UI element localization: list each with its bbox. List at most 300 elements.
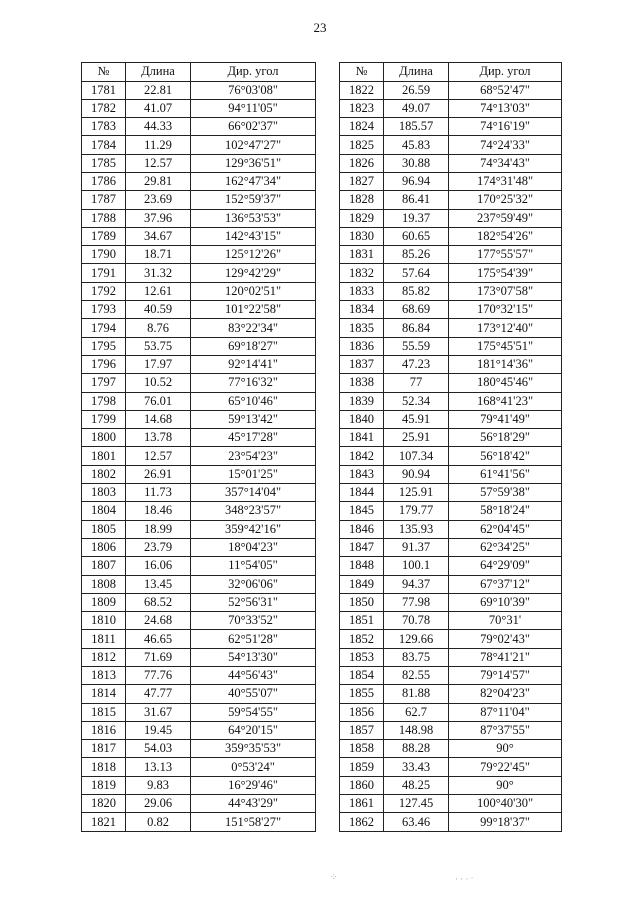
- table-row: [82, 172, 316, 190]
- cell-angle: 152°59'37": [191, 191, 316, 209]
- table-row: [82, 191, 316, 209]
- table-row: [340, 227, 562, 245]
- table-row: [82, 154, 316, 172]
- cell-angle: 129°42'29": [191, 264, 316, 282]
- cell-length: 11.29: [126, 136, 191, 154]
- scan-artifact: · · · ˑ: [455, 874, 474, 884]
- cell-number: 1809: [82, 593, 126, 611]
- cell-number: 1828: [340, 191, 384, 209]
- table-row: [340, 502, 562, 520]
- header-length: Длина: [384, 63, 449, 82]
- cell-length: 107.34: [384, 447, 449, 465]
- table-row: [340, 374, 562, 392]
- header-length: Длина: [126, 63, 191, 82]
- cell-number: 1791: [82, 264, 126, 282]
- cell-angle: 62°04'45": [449, 520, 562, 538]
- cell-angle: 125°12'26": [191, 246, 316, 264]
- cell-length: 10.52: [126, 374, 191, 392]
- table-row: [340, 648, 562, 666]
- cell-number: 1843: [340, 465, 384, 483]
- cell-length: 127.45: [384, 795, 449, 813]
- cell-angle: 32°06'06": [191, 575, 316, 593]
- cell-angle: 58°18'24": [449, 502, 562, 520]
- cell-length: 94.37: [384, 575, 449, 593]
- table-row: [340, 191, 562, 209]
- cell-length: 13.78: [126, 429, 191, 447]
- cell-angle: 15°01'25": [191, 465, 316, 483]
- table-row: [82, 227, 316, 245]
- cell-length: 47.77: [126, 685, 191, 703]
- table-row: [82, 301, 316, 319]
- cell-number: 1825: [340, 136, 384, 154]
- survey-table-right: [339, 62, 562, 832]
- cell-angle: 68°52'47": [449, 81, 562, 99]
- cell-angle: 129°36'51": [191, 154, 316, 172]
- table-row: [82, 557, 316, 575]
- cell-number: 1824: [340, 118, 384, 136]
- cell-number: 1840: [340, 410, 384, 428]
- cell-length: 25.91: [384, 429, 449, 447]
- cell-number: 1826: [340, 154, 384, 172]
- cell-angle: 64°29'09": [449, 557, 562, 575]
- cell-length: 77: [384, 374, 449, 392]
- cell-number: 1812: [82, 648, 126, 666]
- cell-length: 22.81: [126, 81, 191, 99]
- table-row: [340, 557, 562, 575]
- cell-number: 1854: [340, 667, 384, 685]
- cell-angle: 94°11'05": [191, 99, 316, 117]
- cell-angle: 79°14'57": [449, 667, 562, 685]
- cell-number: 1818: [82, 758, 126, 776]
- cell-angle: 23°54'23": [191, 447, 316, 465]
- cell-number: 1805: [82, 520, 126, 538]
- cell-length: 129.66: [384, 630, 449, 648]
- cell-number: 1852: [340, 630, 384, 648]
- cell-length: 37.96: [126, 209, 191, 227]
- table-row: [340, 209, 562, 227]
- cell-length: 185.57: [384, 118, 449, 136]
- cell-number: 1823: [340, 99, 384, 117]
- cell-length: 26.91: [126, 465, 191, 483]
- cell-angle: 74°13'03": [449, 99, 562, 117]
- table-row: [340, 776, 562, 794]
- cell-length: 77.76: [126, 667, 191, 685]
- cell-angle: 78°41'21": [449, 648, 562, 666]
- cell-length: 45.83: [384, 136, 449, 154]
- cell-number: 1792: [82, 282, 126, 300]
- table-row: [340, 721, 562, 739]
- cell-number: 1848: [340, 557, 384, 575]
- table-row: [82, 776, 316, 794]
- table-row: [340, 593, 562, 611]
- cell-length: 63.46: [384, 813, 449, 831]
- cell-length: 179.77: [384, 502, 449, 520]
- cell-length: 83.75: [384, 648, 449, 666]
- table-row: [82, 721, 316, 739]
- cell-number: 1860: [340, 776, 384, 794]
- cell-angle: 173°07'58": [449, 282, 562, 300]
- cell-angle: 136°53'53": [191, 209, 316, 227]
- cell-number: 1803: [82, 484, 126, 502]
- cell-angle: 62°51'28": [191, 630, 316, 648]
- cell-length: 19.45: [126, 721, 191, 739]
- table-row: [340, 337, 562, 355]
- cell-length: 88.28: [384, 740, 449, 758]
- table-row: [82, 703, 316, 721]
- cell-number: 1822: [340, 81, 384, 99]
- cell-length: 33.43: [384, 758, 449, 776]
- cell-number: 1795: [82, 337, 126, 355]
- cell-number: 1813: [82, 667, 126, 685]
- table-row: [82, 630, 316, 648]
- cell-length: 86.84: [384, 319, 449, 337]
- table-row: [82, 502, 316, 520]
- cell-angle: 359°42'16": [191, 520, 316, 538]
- header-angle: Дир. угол: [449, 63, 562, 82]
- table-row: [340, 703, 562, 721]
- cell-angle: 90°: [449, 776, 562, 794]
- cell-angle: 67°37'12": [449, 575, 562, 593]
- cell-number: 1797: [82, 374, 126, 392]
- cell-number: 1786: [82, 172, 126, 190]
- table-row: [340, 154, 562, 172]
- cell-number: 1846: [340, 520, 384, 538]
- cell-angle: 170°32'15": [449, 301, 562, 319]
- cell-number: 1850: [340, 593, 384, 611]
- cell-angle: 57°59'38": [449, 484, 562, 502]
- cell-length: 53.75: [126, 337, 191, 355]
- cell-length: 45.91: [384, 410, 449, 428]
- table-row: [340, 355, 562, 373]
- cell-angle: 100°40'30": [449, 795, 562, 813]
- header-row: [340, 63, 562, 82]
- cell-number: 1787: [82, 191, 126, 209]
- cell-length: 31.67: [126, 703, 191, 721]
- table-row: [82, 612, 316, 630]
- table-row: [82, 355, 316, 373]
- scan-artifact: ⁘: [330, 872, 338, 882]
- cell-length: 23.69: [126, 191, 191, 209]
- cell-angle: 44°43'29": [191, 795, 316, 813]
- cell-angle: 168°41'23": [449, 392, 562, 410]
- cell-angle: 90°: [449, 740, 562, 758]
- cell-angle: 99°18'37": [449, 813, 562, 831]
- cell-length: 100.1: [384, 557, 449, 575]
- cell-number: 1799: [82, 410, 126, 428]
- cell-length: 40.59: [126, 301, 191, 319]
- cell-number: 1845: [340, 502, 384, 520]
- table-row: [82, 465, 316, 483]
- cell-length: 68.69: [384, 301, 449, 319]
- cell-number: 1801: [82, 447, 126, 465]
- cell-number: 1802: [82, 465, 126, 483]
- cell-angle: 177°55'57": [449, 246, 562, 264]
- cell-length: 19.37: [384, 209, 449, 227]
- cell-length: 68.52: [126, 593, 191, 611]
- table-row: [340, 685, 562, 703]
- cell-length: 148.98: [384, 721, 449, 739]
- cell-length: 8.76: [126, 319, 191, 337]
- cell-angle: 11°54'05": [191, 557, 316, 575]
- cell-length: 14.68: [126, 410, 191, 428]
- cell-number: 1856: [340, 703, 384, 721]
- cell-angle: 74°34'43": [449, 154, 562, 172]
- cell-length: 125.91: [384, 484, 449, 502]
- cell-number: 1811: [82, 630, 126, 648]
- table-row: [340, 630, 562, 648]
- table-row: [340, 538, 562, 556]
- cell-angle: 357°14'04": [191, 484, 316, 502]
- cell-number: 1817: [82, 740, 126, 758]
- header-row: [82, 63, 316, 82]
- cell-angle: 173°12'40": [449, 319, 562, 337]
- cell-angle: 348°23'57": [191, 502, 316, 520]
- header-angle: Дир. угол: [191, 63, 316, 82]
- table-row: [340, 612, 562, 630]
- table-row: [82, 813, 316, 831]
- table-row: [340, 282, 562, 300]
- cell-number: 1819: [82, 776, 126, 794]
- cell-length: 90.94: [384, 465, 449, 483]
- cell-length: 23.79: [126, 538, 191, 556]
- cell-angle: 174°31'48": [449, 172, 562, 190]
- cell-number: 1829: [340, 209, 384, 227]
- cell-length: 16.06: [126, 557, 191, 575]
- cell-number: 1794: [82, 319, 126, 337]
- cell-length: 91.37: [384, 538, 449, 556]
- cell-length: 34.67: [126, 227, 191, 245]
- table-row: [82, 667, 316, 685]
- cell-angle: 237°59'49": [449, 209, 562, 227]
- cell-length: 29.81: [126, 172, 191, 190]
- cell-angle: 16°29'46": [191, 776, 316, 794]
- cell-number: 1782: [82, 99, 126, 117]
- page-number: 23: [313, 20, 327, 35]
- table-row: [82, 593, 316, 611]
- cell-angle: 170°25'32": [449, 191, 562, 209]
- table-row: [82, 538, 316, 556]
- cell-angle: 69°18'27": [191, 337, 316, 355]
- cell-length: 26.59: [384, 81, 449, 99]
- table-row: [340, 465, 562, 483]
- cell-length: 49.07: [384, 99, 449, 117]
- cell-number: 1793: [82, 301, 126, 319]
- table-row: [340, 301, 562, 319]
- cell-angle: 40°55'07": [191, 685, 316, 703]
- cell-angle: 64°20'15": [191, 721, 316, 739]
- table-row: [340, 319, 562, 337]
- cell-angle: 18°04'23": [191, 538, 316, 556]
- cell-angle: 79°02'43": [449, 630, 562, 648]
- table-row: [340, 264, 562, 282]
- cell-angle: 61°41'56": [449, 465, 562, 483]
- cell-length: 85.26: [384, 246, 449, 264]
- cell-number: 1835: [340, 319, 384, 337]
- cell-angle: 56°18'42": [449, 447, 562, 465]
- cell-number: 1841: [340, 429, 384, 447]
- table-row: [340, 136, 562, 154]
- cell-angle: 101°22'58": [191, 301, 316, 319]
- cell-length: 0.82: [126, 813, 191, 831]
- cell-number: 1789: [82, 227, 126, 245]
- table-row: [82, 81, 316, 99]
- table-row: [82, 282, 316, 300]
- cell-length: 85.82: [384, 282, 449, 300]
- table-row: [82, 758, 316, 776]
- cell-number: 1861: [340, 795, 384, 813]
- cell-number: 1855: [340, 685, 384, 703]
- cell-number: 1790: [82, 246, 126, 264]
- cell-angle: 74°16'19": [449, 118, 562, 136]
- cell-length: 96.94: [384, 172, 449, 190]
- table-row: [82, 429, 316, 447]
- cell-length: 76.01: [126, 392, 191, 410]
- cell-length: 77.98: [384, 593, 449, 611]
- cell-length: 52.34: [384, 392, 449, 410]
- cell-angle: 151°58'27": [191, 813, 316, 831]
- cell-angle: 92°14'41": [191, 355, 316, 373]
- cell-angle: 70°33'52": [191, 612, 316, 630]
- cell-length: 24.68: [126, 612, 191, 630]
- table-row: [340, 410, 562, 428]
- cell-number: 1827: [340, 172, 384, 190]
- cell-angle: 45°17'28": [191, 429, 316, 447]
- cell-number: 1847: [340, 538, 384, 556]
- cell-number: 1807: [82, 557, 126, 575]
- cell-number: 1814: [82, 685, 126, 703]
- cell-angle: 87°11'04": [449, 703, 562, 721]
- cell-angle: 59°13'42": [191, 410, 316, 428]
- cell-number: 1798: [82, 392, 126, 410]
- cell-angle: 359°35'53": [191, 740, 316, 758]
- cell-number: 1781: [82, 81, 126, 99]
- table-row: [340, 740, 562, 758]
- table-row: [340, 99, 562, 117]
- cell-length: 48.25: [384, 776, 449, 794]
- cell-number: 1830: [340, 227, 384, 245]
- cell-number: 1839: [340, 392, 384, 410]
- cell-angle: 69°10'39": [449, 593, 562, 611]
- table-row: [340, 813, 562, 831]
- cell-angle: 102°47'27": [191, 136, 316, 154]
- cell-length: 29.06: [126, 795, 191, 813]
- table-row: [82, 484, 316, 502]
- cell-length: 18.99: [126, 520, 191, 538]
- cell-angle: 175°45'51": [449, 337, 562, 355]
- cell-length: 86.41: [384, 191, 449, 209]
- cell-number: 1851: [340, 612, 384, 630]
- table-row: [340, 447, 562, 465]
- cell-angle: 83°22'34": [191, 319, 316, 337]
- cell-number: 1815: [82, 703, 126, 721]
- cell-number: 1834: [340, 301, 384, 319]
- cell-length: 57.64: [384, 264, 449, 282]
- cell-length: 9.83: [126, 776, 191, 794]
- cell-length: 18.46: [126, 502, 191, 520]
- cell-number: 1832: [340, 264, 384, 282]
- cell-number: 1806: [82, 538, 126, 556]
- table-row: [82, 685, 316, 703]
- cell-angle: 142°43'15": [191, 227, 316, 245]
- cell-length: 41.07: [126, 99, 191, 117]
- cell-angle: 180°45'46": [449, 374, 562, 392]
- cell-length: 55.59: [384, 337, 449, 355]
- cell-number: 1842: [340, 447, 384, 465]
- cell-length: 47.23: [384, 355, 449, 373]
- survey-table-left: [81, 62, 316, 832]
- cell-number: 1820: [82, 795, 126, 813]
- cell-angle: 175°54'39": [449, 264, 562, 282]
- cell-number: 1844: [340, 484, 384, 502]
- header-number: №: [340, 63, 384, 82]
- cell-number: 1800: [82, 429, 126, 447]
- cell-number: 1858: [340, 740, 384, 758]
- cell-number: 1808: [82, 575, 126, 593]
- table-row: [82, 392, 316, 410]
- cell-angle: 44°56'43": [191, 667, 316, 685]
- table-row: [82, 795, 316, 813]
- cell-length: 62.7: [384, 703, 449, 721]
- table-row: [340, 575, 562, 593]
- cell-length: 81.88: [384, 685, 449, 703]
- cell-angle: 62°34'25": [449, 538, 562, 556]
- table-row: [340, 520, 562, 538]
- cell-length: 13.45: [126, 575, 191, 593]
- cell-number: 1837: [340, 355, 384, 373]
- cell-length: 54.03: [126, 740, 191, 758]
- table-row: [82, 575, 316, 593]
- cell-number: 1853: [340, 648, 384, 666]
- cell-number: 1862: [340, 813, 384, 831]
- cell-angle: 162°47'34": [191, 172, 316, 190]
- cell-angle: 70°31': [449, 612, 562, 630]
- cell-angle: 82°04'23": [449, 685, 562, 703]
- cell-length: 12.57: [126, 154, 191, 172]
- cell-number: 1836: [340, 337, 384, 355]
- table-row: [340, 758, 562, 776]
- table-row: [340, 172, 562, 190]
- cell-length: 31.32: [126, 264, 191, 282]
- cell-length: 13.13: [126, 758, 191, 776]
- header-number: №: [82, 63, 126, 82]
- cell-angle: 59°54'55": [191, 703, 316, 721]
- cell-number: 1804: [82, 502, 126, 520]
- cell-angle: 181°14'36": [449, 355, 562, 373]
- cell-angle: 77°16'32": [191, 374, 316, 392]
- table-row: [340, 81, 562, 99]
- cell-length: 12.61: [126, 282, 191, 300]
- cell-angle: 54°13'30": [191, 648, 316, 666]
- cell-number: 1833: [340, 282, 384, 300]
- table-row: [82, 520, 316, 538]
- table-row: [82, 136, 316, 154]
- cell-number: 1788: [82, 209, 126, 227]
- cell-number: 1821: [82, 813, 126, 831]
- cell-length: 44.33: [126, 118, 191, 136]
- table-row: [82, 337, 316, 355]
- cell-angle: 79°22'45": [449, 758, 562, 776]
- cell-length: 11.73: [126, 484, 191, 502]
- cell-angle: 79°41'49": [449, 410, 562, 428]
- cell-number: 1849: [340, 575, 384, 593]
- table-row: [82, 118, 316, 136]
- cell-length: 30.88: [384, 154, 449, 172]
- cell-length: 18.71: [126, 246, 191, 264]
- cell-length: 135.93: [384, 520, 449, 538]
- table-row: [82, 410, 316, 428]
- cell-number: 1785: [82, 154, 126, 172]
- cell-length: 71.69: [126, 648, 191, 666]
